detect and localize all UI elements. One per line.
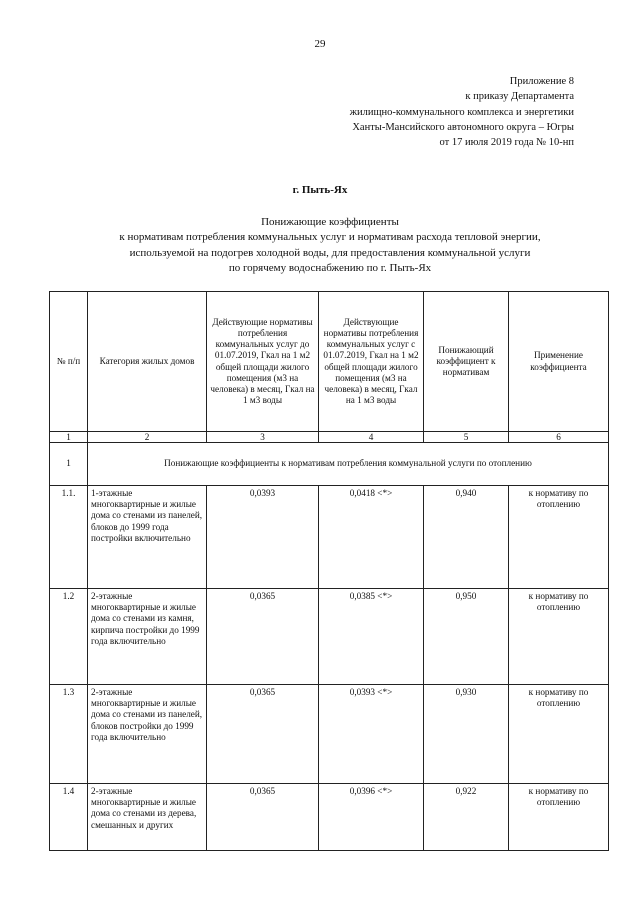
row-norm-after: 0,0396 <*> — [319, 784, 424, 851]
appendix-line: Ханты-Мансийского автономного округа – Югры — [352, 121, 574, 133]
section-title: Понижающие коэффициенты к нормативам потребления коммунальной услуги по отоплению — [88, 443, 609, 486]
row-application: к нормативу по отоплению — [509, 589, 609, 685]
column-number: 6 — [509, 432, 609, 443]
row-norm-before: 0,0365 — [207, 589, 319, 685]
column-number: 3 — [207, 432, 319, 443]
row-category: 1-этажные многоквартирные и жилые дома со стенами из панелей, блоков до 1999 года постройки включительно — [88, 486, 207, 589]
table-header-row — [50, 292, 609, 432]
coefficients-table — [49, 291, 609, 851]
document-heading — [60, 215, 600, 277]
header-cell: Категория жилых домов — [88, 292, 207, 432]
page-number: 29 — [314, 38, 326, 50]
header-cell: № п/п — [50, 292, 88, 432]
table-row — [50, 685, 609, 784]
row-norm-before: 0,0393 — [207, 486, 319, 589]
appendix-reference — [350, 74, 574, 150]
row-category: 2-этажные многоквартирные и жилые дома со стенами из дерева, смешанных и других — [88, 784, 207, 851]
header-cell: Понижающий коэффициент к нормативам — [424, 292, 509, 432]
column-number: 1 — [50, 432, 88, 443]
row-number: 1.1. — [50, 486, 88, 589]
appendix-line: к приказу Департамента — [465, 91, 574, 103]
table-row — [50, 784, 609, 851]
header-cell: Применение коэффициента — [509, 292, 609, 432]
column-number-row — [50, 432, 609, 443]
column-number: 4 — [319, 432, 424, 443]
row-number: 1.2 — [50, 589, 88, 685]
row-number: 1.4 — [50, 784, 88, 851]
row-norm-before: 0,0365 — [207, 784, 319, 851]
row-number: 1.3 — [50, 685, 88, 784]
row-norm-after: 0,0385 <*> — [319, 589, 424, 685]
column-number: 2 — [88, 432, 207, 443]
table-row — [50, 589, 609, 685]
heading-line: к нормативам потребления коммунальных услуг и нормативам расхода тепловой энергии, — [119, 231, 541, 244]
row-coefficient: 0,940 — [424, 486, 509, 589]
row-category: 2-этажные многоквартирные и жилые дома со стенами из панелей, блоков постройки до 1999 года включительно — [88, 685, 207, 784]
appendix-title: Приложение 8 — [509, 76, 574, 87]
row-application: к нормативу по отоплению — [509, 784, 609, 851]
heading-line: по горячему водоснабжению по г. Пыть-Ях — [228, 262, 432, 275]
table-row — [50, 486, 609, 589]
row-coefficient: 0,950 — [424, 589, 509, 685]
heading-line: Понижающие коэффициенты — [261, 216, 399, 228]
appendix-date: от 17 июля 2019 года № 10-нп — [439, 137, 574, 149]
header-cell: Действующие нормативы потребления коммунальных услуг с 01.07.2019, Гкал на 1 м2 общей площади жилого помещения (м3 на человека) в месяц, Гкал на 1 м3 воды — [319, 292, 424, 432]
row-norm-after: 0,0393 <*> — [319, 685, 424, 784]
section-number: 1 — [50, 443, 88, 486]
row-application: к нормативу по отоплению — [509, 486, 609, 589]
column-number: 5 — [424, 432, 509, 443]
row-category: 2-этажные многоквартирные и жилые дома со стенами из камня, кирпича постройки до 1999 года включительно — [88, 589, 207, 685]
header-cell: Действующие нормативы потребления коммунальных услуг до 01.07.2019, Гкал на 1 м2 общей площади жилого помещения (м3 на человека) в месяц, Гкал на 1 м3 воды — [207, 292, 319, 432]
row-coefficient: 0,930 — [424, 685, 509, 784]
city-title: г. Пыть-Ях — [292, 184, 348, 196]
row-norm-before: 0,0365 — [207, 685, 319, 784]
row-coefficient: 0,922 — [424, 784, 509, 851]
appendix-line: жилищно-коммунального комплекса и энергетики — [349, 106, 574, 118]
row-norm-after: 0,0418 <*> — [319, 486, 424, 589]
heading-line: используемой на подогрев холодной воды, для предоставления коммунальной услуги — [129, 246, 531, 259]
row-application: к нормативу по отоплению — [509, 685, 609, 784]
section-row — [50, 443, 609, 486]
